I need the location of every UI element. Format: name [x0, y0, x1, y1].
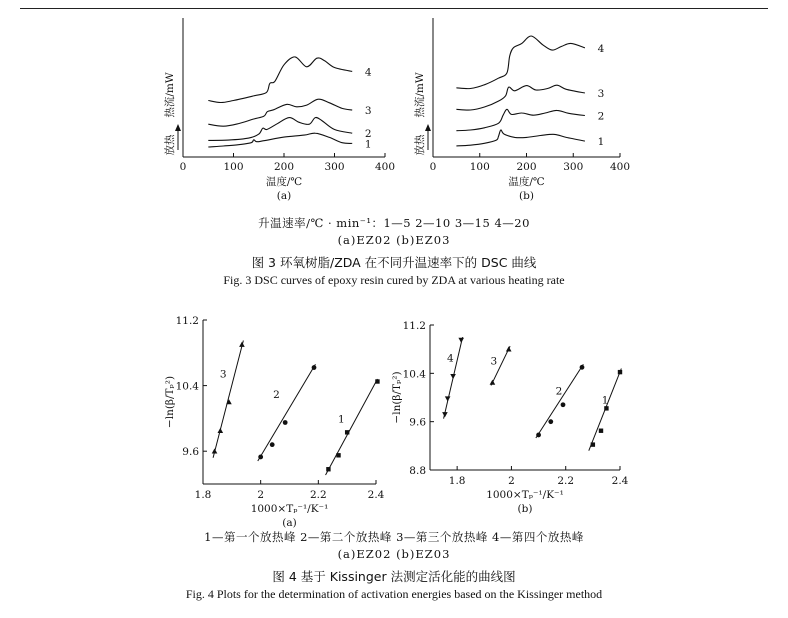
fig3b-x-axis-label: 温度/℃: [508, 176, 545, 188]
fig4b-series-2-point: [580, 365, 585, 370]
fig4-subcaption: (a)EZ02 (b)EZ03: [337, 547, 451, 561]
fig3b-series-3-curve: [456, 85, 585, 110]
fig3b-x-tick-label: 300: [563, 161, 584, 173]
fig4b-series-4-point: [458, 338, 464, 343]
fig3b-exo-arrowhead-icon: [425, 124, 431, 131]
fig4b-panel-label: (b): [517, 503, 533, 515]
fig4a-y-tick-label: 11.2: [175, 315, 199, 327]
fig4b-series-1-point: [618, 370, 622, 374]
fig3a-series-2-curve: [208, 117, 352, 140]
fig4a-series-3-point: [212, 448, 218, 453]
fig3a-series-3-label: 3: [364, 105, 372, 118]
fig4a-series-3-fit-line: [213, 341, 243, 458]
fig4a-series-1-fit-line: [326, 379, 378, 475]
fig4b-series-1-point: [604, 406, 608, 410]
fig4b-series-2-point: [548, 419, 553, 424]
fig4a-series-1-point: [336, 453, 340, 457]
fig3a-series-4-curve: [208, 57, 352, 103]
fig3a-series-4-label: 4: [364, 66, 372, 79]
fig4a-series-3-point: [239, 342, 245, 347]
fig4b-series-4-label: 4: [447, 352, 454, 365]
fig4a-x-axis-label: 1000×Tₚ⁻¹/K⁻¹: [250, 503, 329, 515]
fig4b-series-1-point: [591, 442, 595, 446]
fig3a-x-tick-label: 300: [324, 161, 345, 173]
fig4a-y-tick-label: 10.4: [175, 380, 199, 393]
fig4a-series-2-point: [270, 442, 275, 447]
fig4a-y-axis-label: −ln(β/Tₚ²): [164, 375, 176, 429]
fig4b-x-axis-label: 1000×Tₚ⁻¹/K⁻¹: [486, 489, 564, 501]
fig3a-panel-label: (a): [276, 190, 292, 202]
fig4a-x-tick-label: 2.4: [367, 489, 385, 501]
fig4a-series-3-label: 3: [219, 368, 227, 381]
fig3b-series-1-label: 1: [597, 136, 605, 149]
fig3b-series-2-curve: [456, 109, 585, 130]
fig3-subcaption: (a)EZ02 (b)EZ03: [337, 233, 451, 247]
fig4b-series-1-label: 1: [601, 394, 609, 407]
fig4a-series-3-point: [226, 399, 232, 404]
fig4b-y-axis-label: −ln(β/Tₚ²): [391, 371, 403, 424]
fig3b-x-tick-label: 0: [429, 161, 437, 173]
fig4b-series-3-point: [490, 380, 496, 385]
fig4a-series-1-label: 1: [338, 413, 345, 426]
fig3b-x-tick-label: 100: [469, 161, 490, 173]
fig3a-x-tick-label: 200: [273, 161, 295, 173]
fig3a-series-2-label: 2: [364, 128, 372, 141]
fig3-caption-en: Fig. 3 DSC curves of epoxy resin cured by ZDA at various heating rate: [223, 273, 565, 287]
fig4b-series-3-point: [506, 346, 512, 351]
fig3b-series-4-label: 4: [597, 42, 605, 55]
fig3-legend: 升温速率/℃ · min⁻¹：1—5 2—10 3—15 4—20: [258, 216, 530, 230]
fig4b-series-2-label: 2: [555, 385, 563, 398]
fig4a-series-2-point: [312, 365, 317, 370]
fig3b-exo-direction-label: 放热: [414, 134, 426, 156]
fig4b-x-tick-label: 1.8: [448, 475, 466, 487]
fig3b-series-4-curve: [456, 36, 585, 89]
fig4a-series-1-point: [375, 379, 379, 383]
fig4b-series-2-point: [536, 433, 541, 438]
fig3a-x-tick-label: 100: [223, 161, 244, 173]
fig4a-series-3-point: [218, 428, 224, 433]
fig4a-x-tick-label: 2.2: [309, 489, 327, 501]
fig4a-series-2-fit-line: [258, 364, 316, 461]
fig4-caption-zh: 图 4 基于 Kissinger 法测定活化能的曲线图: [272, 569, 516, 584]
fig3a-exo-arrowhead-icon: [175, 124, 181, 131]
fig3b-series-1-curve: [456, 130, 585, 146]
fig4-caption-en: Fig. 4 Plots for the determination of activation energies based on the Kissinger method: [185, 587, 603, 601]
fig4a-series-2-label: 2: [273, 388, 280, 401]
fig3b-panel-label: (b): [519, 190, 534, 202]
fig3a-y-axis-label: 热流/mW: [164, 72, 176, 118]
fig4b-series-2-fit-line: [536, 364, 584, 438]
fig4b-series-3-label: 3: [490, 355, 498, 368]
fig4b-series-4-point: [450, 374, 456, 379]
fig4b-y-tick-label: 11.2: [402, 320, 426, 332]
fig3b-x-tick-label: 200: [516, 161, 537, 173]
fig4a-x-tick-label: 2: [257, 489, 265, 501]
fig4a-x-tick-label: 1.8: [194, 489, 212, 501]
fig4b-y-tick-label: 8.8: [409, 465, 426, 477]
fig4b-x-tick-label: 2: [508, 475, 515, 487]
fig3-caption-zh: 图 3 环氧树脂/ZDA 在不同升温速率下的 DSC 曲线: [251, 255, 537, 270]
fig3a-exo-direction-label: 放热: [164, 134, 176, 156]
fig4b-y-tick-label: 9.6: [409, 416, 426, 429]
fig3b-series-2-label: 2: [597, 110, 605, 123]
fig4a-y-tick-label: 9.6: [182, 446, 199, 459]
fig4b-x-tick-label: 2.4: [611, 475, 629, 487]
fig3a-x-axis-label: 温度/℃: [265, 176, 303, 188]
fig4a-panel-label: (a): [282, 517, 297, 529]
fig4a-series-1-point: [326, 467, 330, 471]
fig3a-x-tick-label: 0: [179, 161, 187, 173]
fig4b-series-4-point: [445, 396, 451, 401]
fig4b-x-tick-label: 2.2: [557, 475, 575, 487]
fig4-legend: 1—第一个放热峰 2—第二个放热峰 3—第三个放热峰 4—第四个放热峰: [204, 530, 584, 544]
fig3b-y-axis-label: 热流/mW: [414, 72, 426, 118]
fig4a-series-2-point: [283, 420, 288, 425]
fig3b-x-tick-label: 400: [609, 161, 631, 173]
fig3a-x-tick-label: 400: [374, 161, 396, 173]
fig4b-series-2-point: [561, 402, 566, 407]
fig4b-y-tick-label: 10.4: [402, 368, 426, 381]
fig4a-series-2-point: [258, 455, 263, 460]
fig3b-series-3-label: 3: [597, 87, 605, 100]
fig4b-series-1-point: [599, 429, 603, 433]
fig3a-series-1-label: 1: [364, 138, 372, 151]
fig4a-series-1-point: [345, 430, 349, 434]
fig4b-series-4-point: [442, 412, 448, 417]
